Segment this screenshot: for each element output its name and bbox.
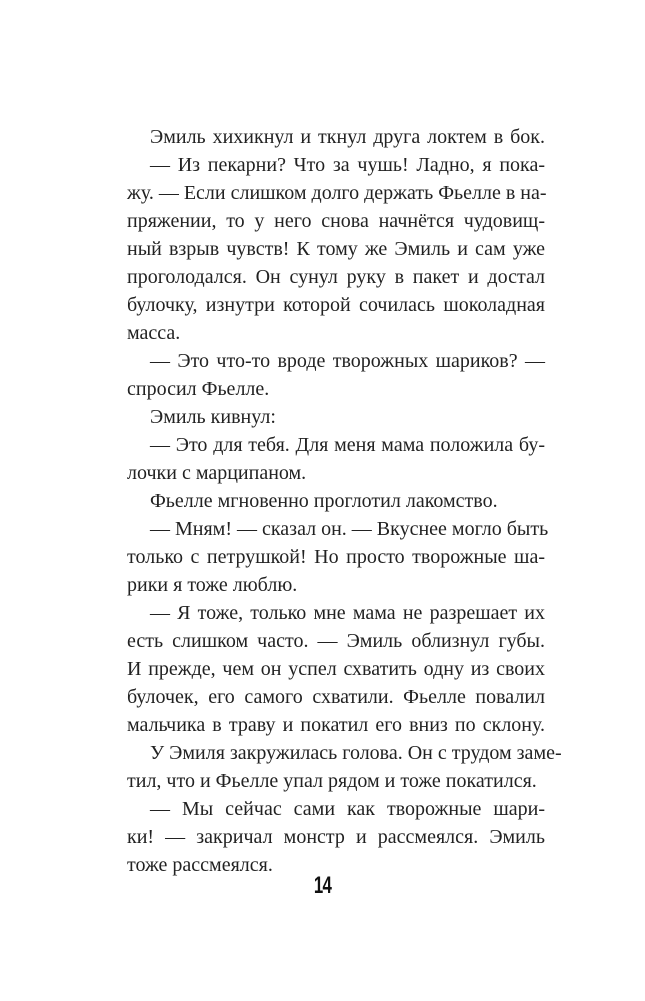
text-line: мальчика в траву и покатил его вниз по склону. xyxy=(127,714,545,736)
text-line: проголодался. Он сунул руку в пакет и достал xyxy=(127,266,545,288)
text-line: тоже рассмеялся. xyxy=(127,854,273,876)
text-line: — Из пекарни? Что за чушь! Ладно, я пока- xyxy=(150,154,545,176)
text-line: булочку, изнутри которой сочилась шоколадная xyxy=(127,294,545,316)
text-line: Фьелле мгновенно проглотил лакомство. xyxy=(150,490,498,512)
text-line: спросил Фьелле. xyxy=(127,378,270,400)
text-line: тил, что и Фьелле упал рядом и тоже покатился. xyxy=(127,770,537,792)
text-line: масса. xyxy=(127,322,181,344)
text-line: только с петрушкой! Но просто творожные ша- xyxy=(127,546,545,568)
text-line: Эмиль кивнул: xyxy=(150,406,276,428)
text-line: — Это что-то вроде творожных шариков? — xyxy=(150,350,545,372)
text-line: булочек, его самого схватили. Фьелле повалил xyxy=(127,686,545,708)
text-line: — Мням! — сказал он. — Вкуснее могло быть xyxy=(150,518,549,540)
text-line: ный взрыв чувств! К тому же Эмиль и сам уже xyxy=(127,238,545,260)
text-line: — Я тоже, только мне мама не разрешает их xyxy=(150,602,545,624)
text-line: И прежде, чем он успел схватить одну из своих xyxy=(127,658,545,680)
text-line: — Это для тебя. Для меня мама положила бу- xyxy=(150,434,545,456)
text-line: ки! — закричал монстр и рассмеялся. Эмиль xyxy=(127,826,545,848)
text-line: есть слишком часто. — Эмиль облизнул губы. xyxy=(127,630,545,652)
body-text xyxy=(127,123,562,879)
text-line: лочки с марципаном. xyxy=(127,462,307,484)
text-line: — Мы сейчас сами как творожные шари- xyxy=(150,798,545,820)
text-line: У Эмиля закружилась голова. Он с трудом заме- xyxy=(150,742,562,764)
text-line: рики я тоже люблю. xyxy=(127,574,298,596)
text-line: жу. — Если слишком долго держать Фьелле в на- xyxy=(127,182,547,204)
page-number: 14 xyxy=(313,872,332,899)
text-line: Эмиль хихикнул и ткнул друга локтем в бок. xyxy=(150,126,545,148)
text-line: пряжении, то у него снова начнётся чудовищ- xyxy=(127,210,545,232)
